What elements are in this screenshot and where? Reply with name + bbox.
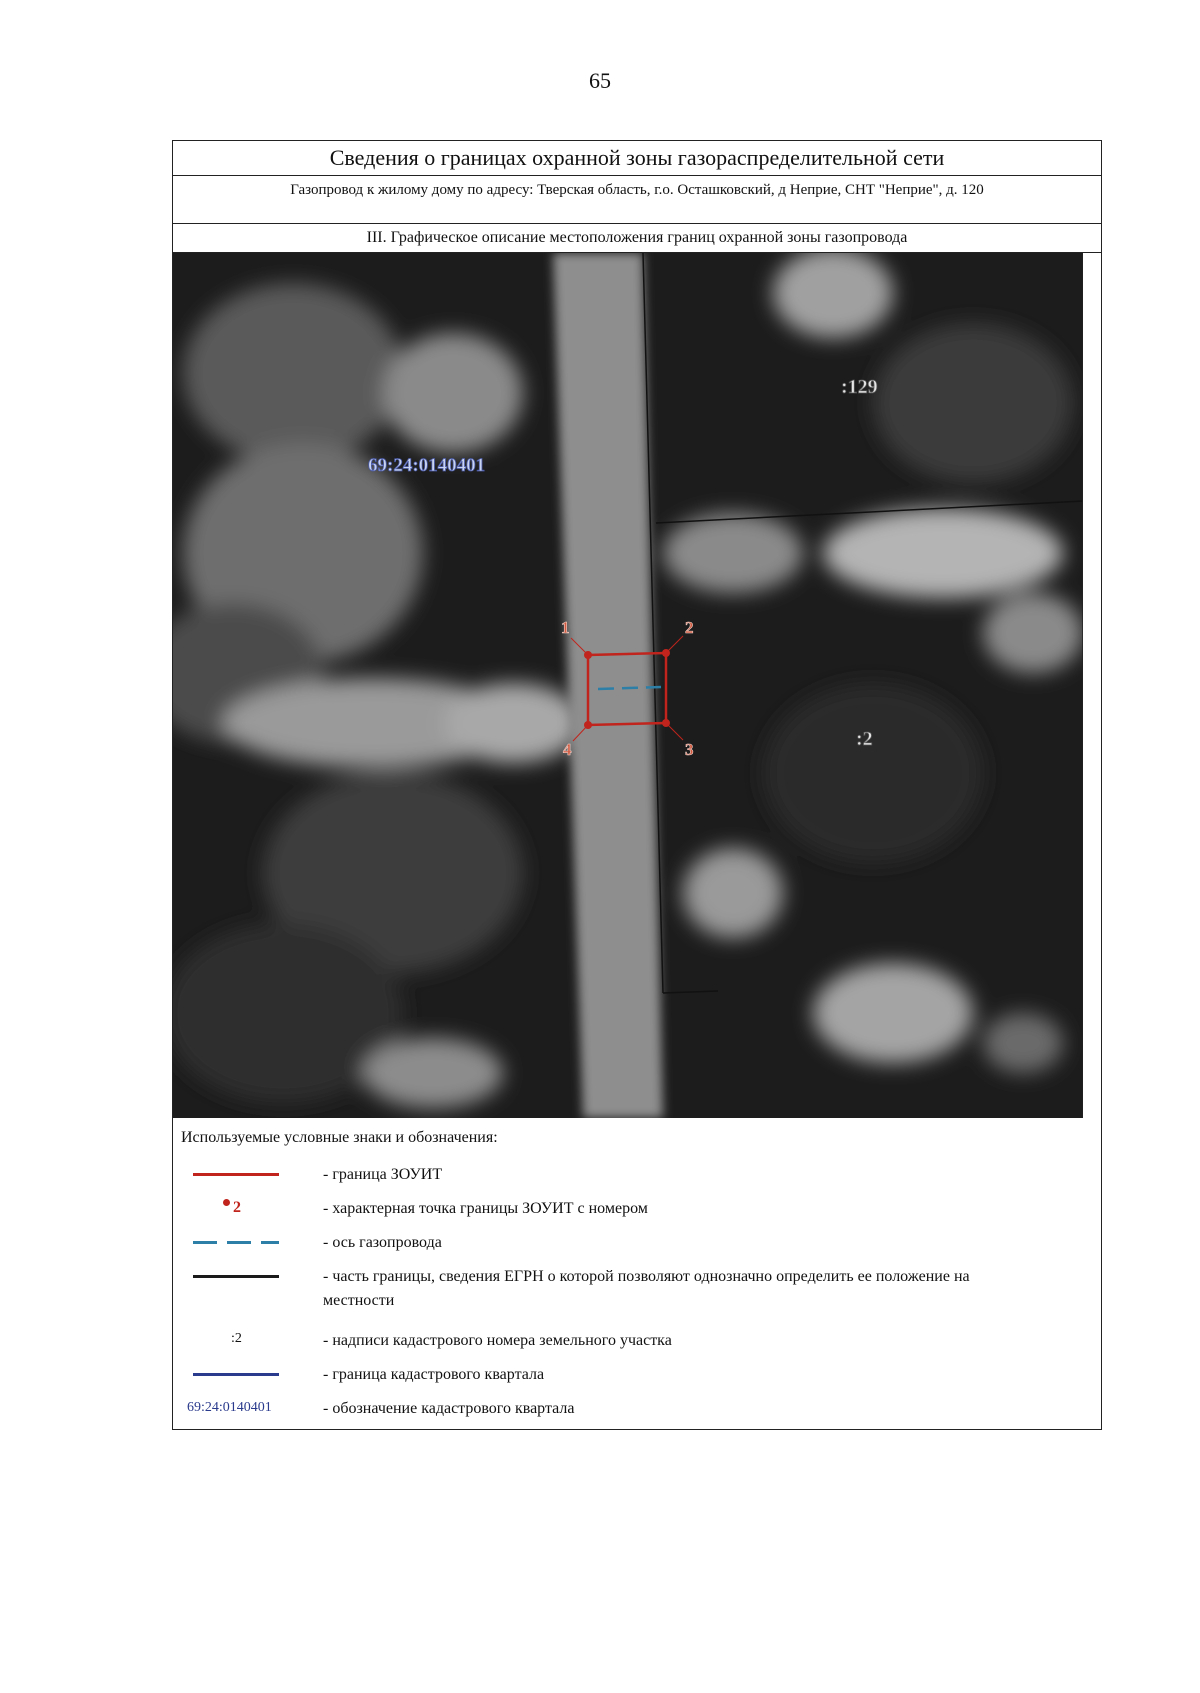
red-point-symbol — [183, 1197, 293, 1219]
parcel-label-129: :129 — [841, 376, 878, 398]
legend-quarter-label: 69:24:0140401 — [187, 1400, 272, 1415]
boundary-point-4 — [584, 721, 592, 729]
legend-text: - характерная точка границы ЗОУИТ с номером — [323, 1200, 648, 1217]
red-line-symbol — [183, 1163, 293, 1185]
parcel-label-symbol — [183, 1329, 293, 1351]
page-number: 65 — [589, 68, 611, 93]
point-label-4: 4 — [563, 740, 572, 759]
legend-text: - граница ЗОУИТ — [323, 1166, 443, 1183]
object-description: Газопровод к жилому дому по адресу: Тверская область, г.о. Осташковский, д Неприе, СНТ "Неприе", д. 120 — [173, 176, 1101, 224]
boundary-point-1 — [584, 651, 592, 659]
quarter-label-symbol — [183, 1397, 293, 1419]
legend-text: - надписи кадастрового номера земельного участка — [323, 1332, 672, 1349]
page-title: Сведения о границах охранной зоны газораспределительной сети — [173, 141, 1101, 176]
quarter-label: 69:24:0140401 — [368, 455, 486, 476]
navy-line-symbol — [183, 1363, 293, 1385]
legend-text: - граница кадастрового квартала — [323, 1366, 545, 1383]
point-label-2: 2 — [685, 618, 694, 637]
section-heading: III. Графическое описание местоположения границ охранной зоны газопровода — [173, 224, 1101, 253]
legend-title: Используемые условные знаки и обозначения: — [181, 1129, 498, 1146]
parcel-label-2: :2 — [856, 728, 873, 750]
blue-dash-symbol — [183, 1231, 293, 1253]
legend-text: - ось газопровода — [323, 1234, 442, 1251]
boundary-point-2 — [662, 649, 670, 657]
document-frame — [172, 140, 1102, 1430]
black-line-symbol — [183, 1265, 293, 1287]
legend-point-number: 2 — [233, 1199, 241, 1216]
map-canvas — [173, 253, 1083, 1118]
point-label-1: 1 — [561, 618, 570, 637]
legend-parcel-label: :2 — [231, 1331, 242, 1346]
legend-text: - часть границы, сведения ЕГРН о которой позволяют однозначно определить ее положение на местности — [323, 1268, 970, 1309]
aerial-map — [173, 253, 1083, 1118]
point-label-3: 3 — [685, 740, 694, 759]
legend-text: - обозначение кадастрового квартала — [323, 1400, 575, 1417]
boundary-point-3 — [662, 719, 670, 727]
